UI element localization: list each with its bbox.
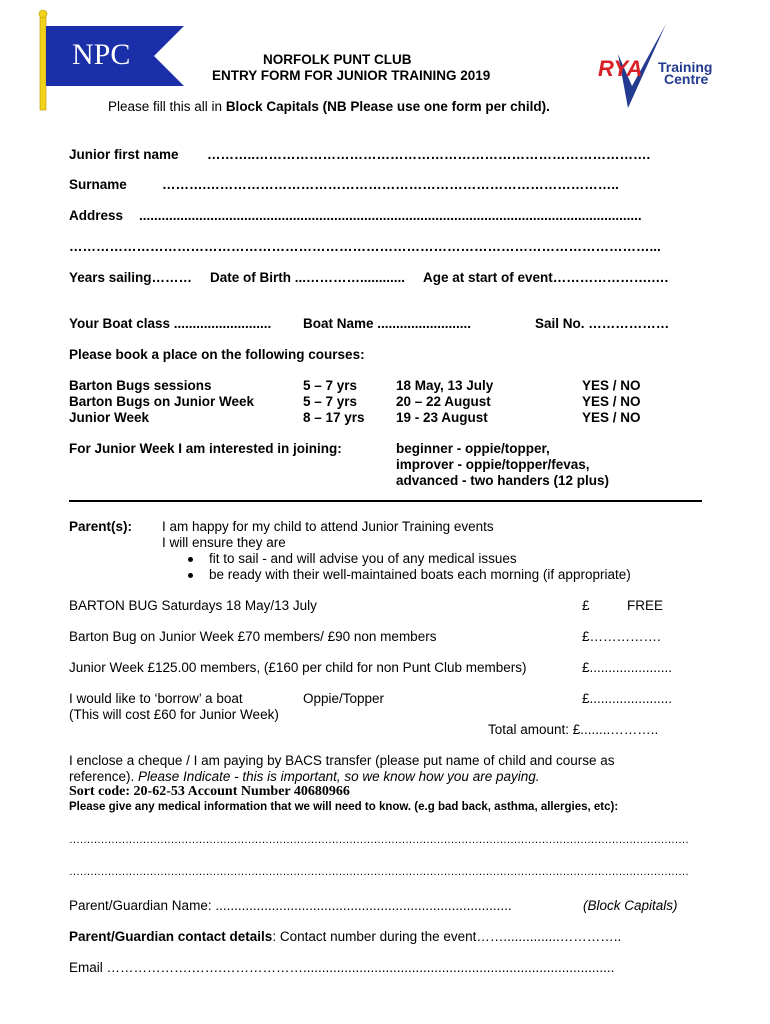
interest-option[interactable]: improver - oppie/topper/fevas,: [396, 457, 590, 472]
course-name: Barton Bugs sessions: [69, 378, 212, 393]
course-name: Junior Week: [69, 410, 150, 425]
guardian-name-field[interactable]: Parent/Guardian Name: ...............................................................................: [69, 898, 512, 913]
fee-amount-field[interactable]: £......................: [582, 660, 673, 675]
rya-training-centre-logo: [596, 20, 720, 110]
address-field[interactable]: ......................................................................................................................................: [139, 208, 642, 223]
consent-bullet-text: fit to sail - and will advise you of any medical issues: [209, 551, 517, 566]
junior-week-interest-label: For Junior Week I am interested in joining:: [69, 441, 342, 456]
instructions-text: Please fill this all in: [108, 99, 226, 114]
dob-field[interactable]: Date of Birth ...…………............: [210, 270, 406, 285]
borrow-boat-type[interactable]: Oppie/Topper: [303, 691, 385, 706]
course-name: Barton Bugs on Junior Week: [69, 394, 255, 409]
boat-name-field[interactable]: Boat Name .........................: [303, 316, 472, 331]
medical-prompt: Please give any medical information that we will need to know. (e.g bad back, asthma, allergies, etc):: [69, 801, 619, 813]
fee-free: FREE: [627, 598, 664, 613]
first-name-field[interactable]: ………..…………………………………………………………………………….: [207, 147, 651, 162]
fee-amount-field[interactable]: £......................: [582, 691, 673, 706]
surname-field[interactable]: ……….………………………………………………………………………………..: [162, 177, 619, 192]
course-ages: 5 – 7 yrs: [303, 378, 358, 393]
consent-line: I am happy for my child to attend Junior Training events: [162, 519, 494, 534]
rya-centre-text: Centre: [664, 71, 709, 87]
npc-flag-logo: [36, 8, 188, 112]
course-dates: 19 - 23 August: [396, 410, 488, 425]
bullet-icon: [188, 557, 193, 562]
sail-no-field[interactable]: Sail No. ………………: [535, 316, 670, 331]
bank-details: Sort code: 20-62-53 Account Number 40680966: [69, 784, 350, 799]
consent-line: I will ensure they are: [162, 535, 286, 550]
fee-bug-junior-week: Barton Bug on Junior Week £70 members/ £90 non members: [69, 629, 437, 644]
borrow-boat-cost: (This will cost £60 for Junior Week): [69, 707, 279, 722]
course-yes-no[interactable]: YES / NO: [582, 378, 641, 393]
fee-bug-saturdays: BARTON BUG Saturdays 18 May/13 July: [69, 598, 317, 613]
section-divider: [69, 500, 702, 502]
address-label: Address: [69, 208, 124, 223]
npc-logo-text: NPC: [72, 38, 131, 71]
club-name: NORFOLK PUNT CLUB: [263, 52, 412, 67]
interest-option[interactable]: beginner - oppie/topper,: [396, 441, 550, 456]
age-field[interactable]: Age at start of event………………….….: [423, 270, 669, 285]
payment-text-line2: [69, 769, 540, 784]
course-ages: 5 – 7 yrs: [303, 394, 358, 409]
interest-option[interactable]: advanced - two handers (12 plus): [396, 473, 610, 488]
first-name-label: Junior first name: [69, 147, 179, 162]
fee-amount-field[interactable]: £…………….: [582, 629, 661, 644]
guardian-contact-field[interactable]: [69, 929, 621, 944]
rya-text: RYA: [598, 56, 643, 81]
course-yes-no[interactable]: YES / NO: [582, 410, 641, 425]
guardian-contact-label: Parent/Guardian contact details: [69, 929, 273, 944]
surname-label: Surname: [69, 177, 127, 192]
guardian-contact-text: : Contact number during the event……...............…………..: [272, 929, 622, 944]
payment-reference-text: reference).: [69, 769, 139, 784]
fee-junior-week: Junior Week £125.00 members, (£160 per child for non Punt Club members): [69, 660, 527, 675]
block-capitals-note: (Block Capitals): [583, 898, 678, 913]
boat-class-field[interactable]: Your Boat class ..........................: [69, 316, 272, 331]
payment-indicate-note: Please Indicate - this is important, so we know how you are paying.: [138, 769, 540, 784]
years-sailing-field[interactable]: Years sailing………: [69, 270, 193, 285]
total-amount-field[interactable]: Total amount: £........………..: [488, 722, 659, 737]
borrow-boat-label: I would like to ‘borrow’ a boat: [69, 691, 243, 706]
bullet-icon: [188, 573, 193, 578]
address-field-line2[interactable]: …………………………………………………………………………………………………………………...: [69, 239, 661, 254]
medical-info-field[interactable]: ……………………………………………………………………………………………………………………………………………………………: [69, 834, 689, 846]
course-dates: 18 May, 13 July: [396, 378, 494, 393]
consent-bullet-text: be ready with their well-maintained boats each morning (if appropriate): [209, 567, 631, 582]
course-dates: 20 – 22 August: [396, 394, 491, 409]
instructions: [108, 99, 550, 114]
course-yes-no[interactable]: YES / NO: [582, 394, 641, 409]
course-ages: 8 – 17 yrs: [303, 410, 365, 425]
medical-info-field[interactable]: ……………………………………………………………………………………………………………………………………………………………: [69, 866, 689, 878]
form-title: ENTRY FORM FOR JUNIOR TRAINING 2019: [212, 68, 491, 83]
email-field[interactable]: Email ……………….…….………………...................................................................................: [69, 960, 615, 975]
fee-currency: £: [582, 598, 590, 613]
parents-label: Parent(s):: [69, 519, 133, 534]
instructions-bold: Block Capitals (NB Please use one form per child).: [225, 99, 550, 114]
rya-training-text: Training: [658, 59, 713, 75]
payment-text: I enclose a cheque / I am paying by BACS transfer (please put name of child and course as: [69, 753, 615, 768]
courses-heading: Please book a place on the following courses:: [69, 347, 365, 362]
